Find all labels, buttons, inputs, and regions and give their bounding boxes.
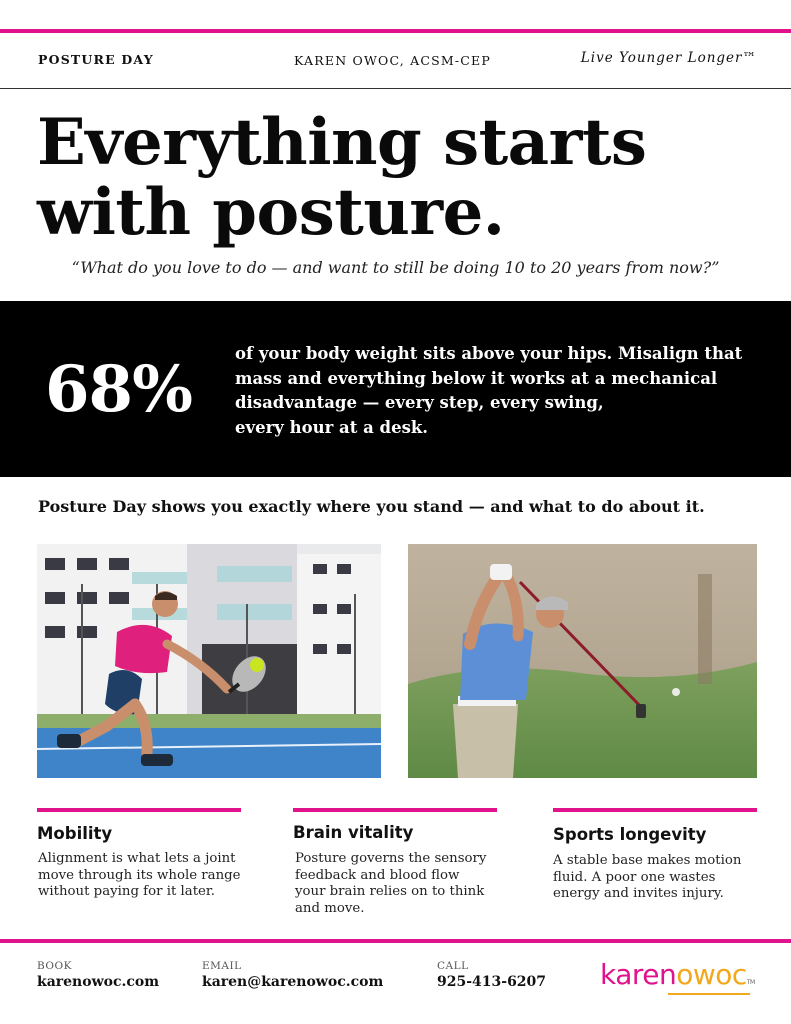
feature-body-mobility <box>38 851 253 901</box>
header-tagline: Live Younger Longer™ <box>580 50 757 66</box>
feature-body-line: your brain relies on to think <box>295 884 485 899</box>
page-title <box>37 105 647 250</box>
feature-title-brain: Brain vitality <box>293 823 414 842</box>
email-link[interactable]: karen@karenowoc.com <box>202 974 384 990</box>
logo-underline <box>668 993 750 995</box>
golfer-photo <box>408 544 757 778</box>
book-label: BOOK <box>37 960 72 972</box>
lead-text: Posture Day shows you exactly where you stand — and what to do about it. <box>38 497 705 516</box>
feature-bar-mobility <box>37 808 241 812</box>
feature-body-sports <box>553 853 768 903</box>
pickleball-photo <box>37 544 381 778</box>
header-divider <box>0 88 791 89</box>
feature-body-line: move through its whole range <box>38 867 241 883</box>
email-label: EMAIL <box>202 960 242 972</box>
phone-link[interactable]: 925-413-6207 <box>437 974 547 990</box>
feature-bar-brain <box>293 808 497 812</box>
book-link[interactable]: karenowoc.com <box>37 974 160 990</box>
stat-line-2: mass and everything below it works at a mechanical <box>235 368 718 388</box>
logo-part-2: owoc <box>676 958 747 991</box>
stat-line-4: every hour at a desk. <box>235 417 429 437</box>
stat-description <box>235 342 765 440</box>
feature-body-line: without paying for it later. <box>38 884 216 899</box>
stat-value: 68% <box>45 352 192 427</box>
feature-body-line: Alignment is what lets a joint <box>38 851 236 866</box>
brand-logo <box>600 958 755 991</box>
feature-body-line: and move. <box>295 900 365 916</box>
logo-part-1: karen <box>600 958 677 991</box>
footer-accent-bar <box>0 939 791 943</box>
title-line-1: Everything starts <box>37 105 647 180</box>
call-label: CALL <box>437 960 469 972</box>
feature-body-line: fluid. A poor one wastes <box>553 869 716 885</box>
feature-body-line: Posture governs the sensory <box>295 851 487 866</box>
header-program-name: POSTURE DAY <box>38 52 154 67</box>
feature-body-brain <box>295 851 510 917</box>
stat-line-1: of your body weight sits above your hips. Misalign that <box>235 344 743 363</box>
logo-trademark: TM <box>746 979 755 986</box>
header-author: KAREN OWOC, ACSM-CEP <box>294 53 491 68</box>
feature-title-mobility: Mobility <box>37 824 113 843</box>
feature-body-line: feedback and blood flow <box>295 867 460 883</box>
stat-line-3: disadvantage — every step, every swing, <box>235 393 604 412</box>
feature-body-line: A stable base makes motion <box>553 853 742 868</box>
title-line-2: with posture. <box>37 175 505 250</box>
feature-title-sports: Sports longevity <box>553 825 707 844</box>
top-accent-bar <box>0 29 791 33</box>
feature-body-line: energy and invites injury. <box>553 886 724 901</box>
feature-bar-sports <box>553 808 757 812</box>
hero-quote: “What do you love to do — and want to still be doing 10 to 20 years from now?” <box>71 258 720 277</box>
